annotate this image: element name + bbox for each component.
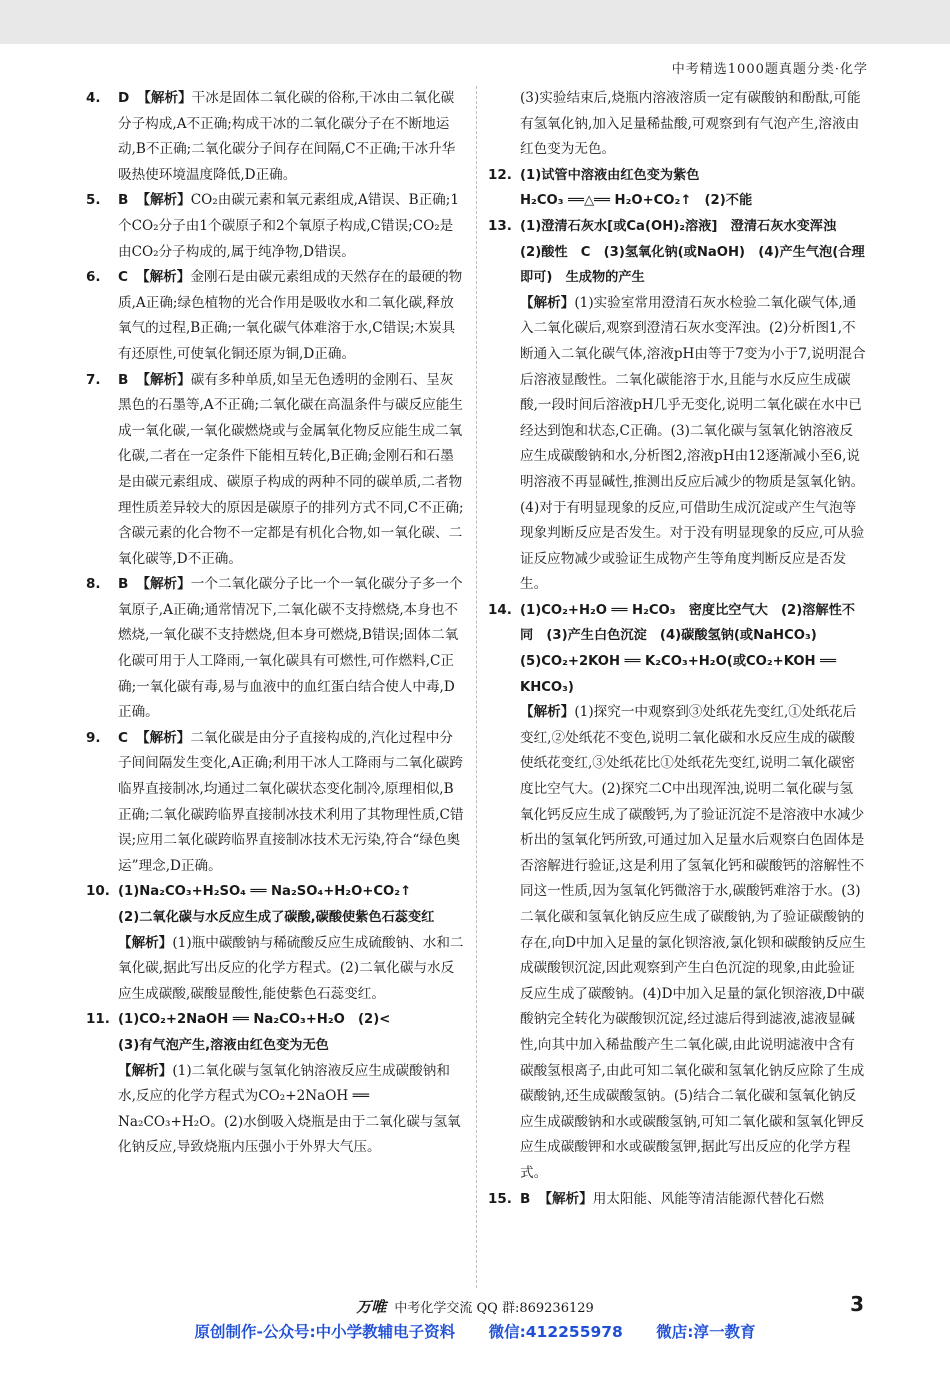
answer-choice: B (118, 576, 129, 593)
analysis-tag: 【解析】 (137, 90, 192, 106)
answer-line: (2)二氧化碳与水反应生成了碳酸,碳酸使紫色石蕊变红 (118, 910, 435, 925)
footer-text: 中考化学交流 QQ 群:869236129 (394, 1301, 594, 1316)
explanation-text: 金刚石是由碳元素组成的天然存在的最硬的物质,A正确;绿色植物的光合作用是吸收水和二氧化碳,释放氧气的过程,B正确;一氧化碳气体难溶于水,C错误;木炭具有还原性,可使氧化铜还原为铜,D正确。 (118, 269, 463, 362)
explanation (118, 726, 466, 880)
answer-item (488, 163, 866, 214)
explanation-text: (1)实验室常用澄清石灰水检验二氧化碳气体,通入二氧化碳后,观察到澄清石灰水变浑浊。(2)分析图1,不断通入二氧化碳气体,溶液pH由等于7变为小于7,说明混合后溶液显酸性。二氧化碳能溶于水,且能与水反应生成碳酸,一段时间后溶液pH几乎无变化,说明二氧化碳在水中已经达到饱和状态,C正确。(3)二氧化碳与氢氧化钠溶液反应生成碳酸钠和水,分析图2,溶液pH由12逐渐减小至6,说明溶液不再显碱性,推测出反应后减少的物质是氢氧化钠。(4)对于有明显现象的反应,可借助生成沉淀或产生气泡等现象判断反应是否发生。对于没有明显现象的反应,可从验证反应物减少或验证生成物产生等角度判断反应是否发生。 (520, 294, 866, 593)
explanation-text: 碳有多种单质,如呈无色透明的金刚石、呈灰黑色的石墨等,A不正确;二氧化碳在高温条件与碳反应能生成一氧化碳,一氧化碳燃烧或与金属氧化物反应能生成二氧化碳,二者在一定条件下能相互转化,B正确;金刚石和石墨是由碳元素组成、碳原子构成的两种不同的碳单质,二者物理性质差异较大的原因是碳原子的排列方式不同,C不正确;含碳元素的化合物不一定都是有机化合物,如一氧化碳、二氧化碳等,D不正确。 (118, 371, 464, 567)
analysis-tag: 【解析】 (135, 269, 191, 286)
answer-choice: B (118, 371, 129, 388)
answer-line: (1)澄清石灰水[或Ca(OH)₂溶液] 澄清石灰水变浑浊 (2)酸性 C (3)氢氧化钠(或NaOH) (4)产生气泡(合理即可) 生成物的产生 (520, 218, 865, 286)
answer-item (86, 188, 466, 265)
explanation (118, 1059, 466, 1161)
promo-shop: 微店:淳一教育 (656, 1323, 756, 1341)
question-number: 11. (86, 1011, 110, 1028)
explanation (118, 368, 466, 573)
answer-choice: C (118, 269, 128, 286)
answer-line: (1)Na₂CO₃+H₂SO₄ ══ Na₂SO₄+H₂O+CO₂↑ (118, 884, 412, 900)
question-number: 13. (488, 217, 512, 234)
answer-item (86, 368, 466, 573)
top-band (0, 0, 950, 44)
explanation (520, 700, 866, 1186)
question-number: 12. (488, 166, 512, 183)
promo-wechat: 微信:412255978 (488, 1323, 623, 1341)
promo-account: 原创制作-公众号:中小学教辅电子资料 (194, 1323, 456, 1341)
analysis-tag: 【解析】 (136, 576, 191, 593)
answer-choice: B (118, 192, 129, 209)
explanation-text: (1)探究一中观察到③处纸花先变红,①处纸花后变红,②处纸花不变色,说明二氧化碳和水反应生成的碳酸使纸花变红,③处纸花比①处纸花先变红,说明二氧化碳密度比空气大。(2)探究二C中出现浑浊,说明二氧化碳与氢氧化钙反应生成了碳酸钙,为了验证沉淀不是溶液中水减少析出的氢氧化钙所致,可通过加入足量水后观察白色固体是否溶解进行验证,这是利用了氢氧化钙和碳酸钙的溶解性不同这一性质,因为氢氧化钙微溶于水,碳酸钙难溶于水。(3)二氧化碳和氢氧化钠反应生成了碳酸钠,为了验证碳酸钠的存在,向D中加入足量的氯化钡溶液,氯化钡和碳酸钠反应生成碳酸钡沉淀,因此观察到产生白色沉淀的现象,由此验证反应生成了碳酸钠。(4)D中加入足量的氯化钡溶液,D中碳酸钠完全转化为碳酸钡沉淀,经过滤后得到滤液,滤液显碱性,向其中加入稀盐酸产生二氧化碳,由此说明滤液中含有碳酸氢根离子,由此可知二氧化碳和氢氧化钠反应除了生成碳酸钠,还生成碳酸氢钠。(5)结合二氧化碳和氢氧化钠反应生成碳酸钠和水或碳酸氢钠,可知二氧化碳和氢氧化钾反应生成碳酸钾和水或碳酸氢钾,据此写出反应的化学方程式。 (520, 704, 866, 1181)
explanation (118, 188, 466, 265)
explanation-text: CO₂由碳元素和氧元素组成,A错误、B正确;1个CO₂分子由1个碳原子和2个氧原子构成,C错误;CO₂是由CO₂分子构成的,属于纯净物,D错误。 (118, 192, 460, 260)
explanation (118, 931, 466, 1008)
explanation (118, 572, 466, 726)
answer-item (86, 265, 466, 367)
answer-item (488, 214, 866, 598)
analysis-tag: 【解析】 (118, 934, 173, 951)
explanation (118, 265, 466, 367)
explanation-text: (1)二氧化碳与氢氧化钠溶液反应生成碳酸钠和水,反应的化学方程式为CO₂+2NaOH ══ Na₂CO₃+H₂O。(2)水倒吸入烧瓶是由于二氧化碳与氢氧化钠反应,导致烧瓶内压强小于外界大气压。 (118, 1062, 461, 1156)
question-number: 5. (86, 192, 101, 209)
right-column (488, 86, 866, 1212)
answer-choice: C (118, 729, 128, 746)
analysis-tag: 【解析】 (538, 1190, 593, 1207)
question-number: 7. (86, 371, 101, 388)
explanation-text: 一个二氧化碳分子比一个一氧化碳分子多一个氧原子,A正确;通常情况下,二氧化碳不支持燃烧,本身也不燃烧,一氧化碳不支持燃烧,但本身可燃烧,B错误;固体二氧化碳可用于人工降雨,一氧化碳具有可燃性,可作燃料,C正确;一氧化碳有毒,易与血液中的血红蛋白结合使人中毒,D正确。 (118, 576, 463, 721)
question-number: 4. (86, 90, 101, 106)
answer-line: (1)CO₂+2NaOH ══ Na₂CO₃+H₂O (2)< (118, 1012, 391, 1028)
page-header: 中考精选1000题真题分类·化学 (671, 62, 868, 77)
question-number: 15. (488, 1190, 512, 1207)
explanation-text: (3)实验结束后,烧瓶内溶液溶质一定有碳酸钠和酚酞,可能有氢氧化钠,加入足量稀盐酸,可观察到有气泡产生,溶液由红色变为无色。 (520, 90, 861, 158)
answer-item (86, 86, 466, 188)
question-number: 8. (86, 576, 101, 593)
explanation (118, 86, 466, 188)
question-number: 10. (86, 883, 110, 900)
explanation-text: 干冰是固体二氧化碳的俗称,干冰由二氧化碳分子构成,A不正确;构成干冰的二氧化碳分子在不断地运动,B不正确;二氧化碳分子间存在间隔,C不正确;干冰升华吸热使环境温度降低,D正确。 (118, 90, 456, 183)
explanation-text: 用太阳能、风能等清洁能源代替化石燃 (592, 1190, 824, 1207)
answer-line: (3)有气泡产生,溶液由红色变为无色 (118, 1037, 329, 1053)
answer-item (86, 726, 466, 880)
explanation (520, 86, 866, 163)
answer-item (86, 879, 466, 1007)
brand-logo: 万唯 (356, 1298, 387, 1316)
page-footer (0, 1296, 950, 1317)
question-number: 6. (86, 269, 101, 286)
question-number: 14. (488, 601, 512, 618)
answer-item (488, 1187, 866, 1213)
explanation (520, 1187, 866, 1213)
page-number: 3 (850, 1292, 864, 1316)
answer-item (488, 86, 866, 163)
left-column (86, 86, 466, 1161)
answer-item (86, 1007, 466, 1161)
answer-choice: B (520, 1190, 531, 1207)
analysis-tag: 【解析】 (520, 704, 575, 721)
analysis-tag: 【解析】 (520, 294, 575, 311)
answer-line: (1)CO₂+H₂O ══ H₂CO₃ 密度比空气大 (2)溶解性不同 (3)产生白色沉淀 (4)碳酸氢钠(或NaHCO₃) (5)CO₂+2KOH ══ K₂CO₃+H₂O(或CO₂+KOH ══ KHCO₃) (520, 602, 855, 695)
promo-line (0, 1316, 950, 1348)
answer-item (86, 572, 466, 726)
analysis-tag: 【解析】 (118, 1062, 173, 1079)
explanation (520, 291, 866, 598)
analysis-tag: 【解析】 (136, 192, 191, 209)
answer-item (488, 598, 866, 1187)
answer-choice: D (118, 90, 130, 106)
analysis-tag: 【解析】 (135, 729, 191, 746)
explanation-text: 二氧化碳是由分子直接构成的,汽化过程中分子间间隔发生变化,A正确;利用干冰人工降雨与二氧化碳跨临界直接制冰,均通过二氧化碳状态变化制冷,原理相似,B正确;二氧化碳跨临界直接制冰技术利用了其物理性质,C错误;应用二氧化碳跨临界直接制冰技术无污染,符合“绿色奥运”理念,D正确。 (118, 729, 464, 874)
answer-line: H₂CO₃ ══△══ H₂O+CO₂↑ (2)不能 (520, 193, 753, 209)
explanation-text: (1)瓶中碳酸钠与稀硫酸反应生成硫酸钠、水和二氧化碳,据此写出反应的化学方程式。(2)二氧化碳与水反应生成碳酸,碳酸显酸性,能使紫色石蕊变红。 (118, 934, 464, 1002)
analysis-tag: 【解析】 (136, 371, 191, 388)
question-number: 9. (86, 729, 101, 746)
answer-line: (1)试管中溶液由红色变为紫色 (520, 167, 700, 183)
column-divider (476, 86, 478, 1288)
